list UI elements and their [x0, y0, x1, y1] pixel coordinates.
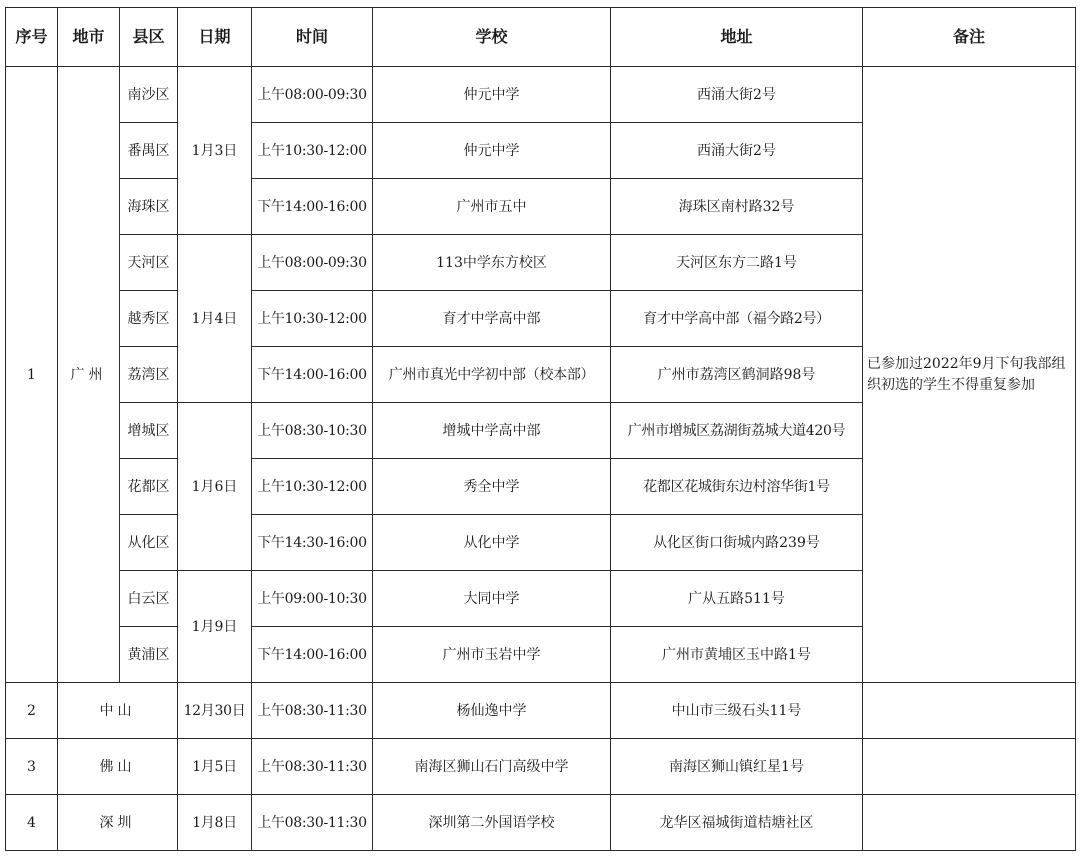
- address-cell: 广从五路511号: [611, 571, 863, 627]
- school-cell: 广州市五中: [373, 179, 611, 235]
- date-cell: 1月6日: [178, 403, 252, 571]
- district-cell: 从化区: [120, 515, 178, 571]
- address-cell: 海珠区南村路32号: [611, 179, 863, 235]
- district-cell: 白云区: [120, 571, 178, 627]
- school-cell: 大同中学: [373, 571, 611, 627]
- table-row: [6, 67, 1076, 123]
- school-cell: 南海区狮山石门高级中学: [373, 739, 611, 795]
- address-cell: 中山市三级石头11号: [611, 683, 863, 739]
- address-cell: 从化区街口街城内路239号: [611, 515, 863, 571]
- date-cell: 1月5日: [178, 739, 252, 795]
- district-cell: 黄浦区: [120, 627, 178, 683]
- header-city: 地市: [58, 8, 120, 67]
- address-cell: 花都区花城街东边村溶华街1号: [611, 459, 863, 515]
- remark-cell: 已参加过2022年9月下旬我部组织初选的学生不得重复参加: [863, 67, 1076, 683]
- table-row: [6, 739, 1076, 795]
- exam-schedule-table: [5, 7, 1076, 851]
- address-cell: 广州市黄埔区玉中路1号: [611, 627, 863, 683]
- city-cell: 中山: [58, 683, 178, 739]
- school-cell: 增城中学高中部: [373, 403, 611, 459]
- seq-cell: 3: [6, 739, 58, 795]
- seq-cell: 4: [6, 795, 58, 851]
- header-seq: 序号: [6, 8, 58, 67]
- time-cell: 下午14:00-16:00: [252, 179, 373, 235]
- address-cell: 广州市荔湾区鹤洞路98号: [611, 347, 863, 403]
- address-cell: 天河区东方二路1号: [611, 235, 863, 291]
- school-cell: 仲元中学: [373, 123, 611, 179]
- date-cell: 1月4日: [178, 235, 252, 403]
- time-cell: 上午10:30-12:00: [252, 123, 373, 179]
- school-cell: 113中学东方校区: [373, 235, 611, 291]
- district-cell: 天河区: [120, 235, 178, 291]
- time-cell: 上午08:30-10:30: [252, 403, 373, 459]
- address-cell: 广州市增城区荔湖街荔城大道420号: [611, 403, 863, 459]
- district-cell: 番禺区: [120, 123, 178, 179]
- school-cell: 从化中学: [373, 515, 611, 571]
- school-cell: 杨仙逸中学: [373, 683, 611, 739]
- header-time: 时间: [252, 8, 373, 67]
- header-remark: 备注: [863, 8, 1076, 67]
- time-cell: 上午10:30-12:00: [252, 459, 373, 515]
- date-cell: 1月8日: [178, 795, 252, 851]
- header-address: 地址: [611, 8, 863, 67]
- time-cell: 上午08:00-09:30: [252, 235, 373, 291]
- table-row: [6, 683, 1076, 739]
- address-cell: 育才中学高中部（福今路2号）: [611, 291, 863, 347]
- date-cell: 1月9日: [178, 571, 252, 683]
- date-cell: 12月30日: [178, 683, 252, 739]
- school-cell: 秀全中学: [373, 459, 611, 515]
- address-cell: 南海区狮山镇红星1号: [611, 739, 863, 795]
- district-cell: 增城区: [120, 403, 178, 459]
- time-cell: 上午08:30-11:30: [252, 683, 373, 739]
- remark-cell: [863, 683, 1076, 739]
- time-cell: 下午14:30-16:00: [252, 515, 373, 571]
- seq-cell: 2: [6, 683, 58, 739]
- district-cell: 海珠区: [120, 179, 178, 235]
- address-cell: 西涌大街2号: [611, 123, 863, 179]
- city-cell: 佛山: [58, 739, 178, 795]
- city-cell: 深圳: [58, 795, 178, 851]
- table-row: [6, 795, 1076, 851]
- address-cell: 龙华区福城街道桔塘社区: [611, 795, 863, 851]
- time-cell: 下午14:00-16:00: [252, 627, 373, 683]
- school-cell: 育才中学高中部: [373, 291, 611, 347]
- address-cell: 西涌大街2号: [611, 67, 863, 123]
- district-cell: 花都区: [120, 459, 178, 515]
- date-cell: 1月3日: [178, 67, 252, 235]
- header-date: 日期: [178, 8, 252, 67]
- district-cell: 南沙区: [120, 67, 178, 123]
- city-cell: 广州: [58, 67, 120, 683]
- header-district: 县区: [120, 8, 178, 67]
- time-cell: 上午10:30-12:00: [252, 291, 373, 347]
- remark-cell: [863, 795, 1076, 851]
- time-cell: 上午08:00-09:30: [252, 67, 373, 123]
- header-school: 学校: [373, 8, 611, 67]
- time-cell: 上午09:00-10:30: [252, 571, 373, 627]
- school-cell: 仲元中学: [373, 67, 611, 123]
- time-cell: 上午08:30-11:30: [252, 739, 373, 795]
- seq-cell: 1: [6, 67, 58, 683]
- school-cell: 广州市玉岩中学: [373, 627, 611, 683]
- remark-cell: [863, 739, 1076, 795]
- header-row: [6, 8, 1076, 67]
- district-cell: 荔湾区: [120, 347, 178, 403]
- time-cell: 上午08:30-11:30: [252, 795, 373, 851]
- district-cell: 越秀区: [120, 291, 178, 347]
- school-cell: 深圳第二外国语学校: [373, 795, 611, 851]
- school-cell: 广州市真光中学初中部（校本部）: [373, 347, 611, 403]
- time-cell: 下午14:00-16:00: [252, 347, 373, 403]
